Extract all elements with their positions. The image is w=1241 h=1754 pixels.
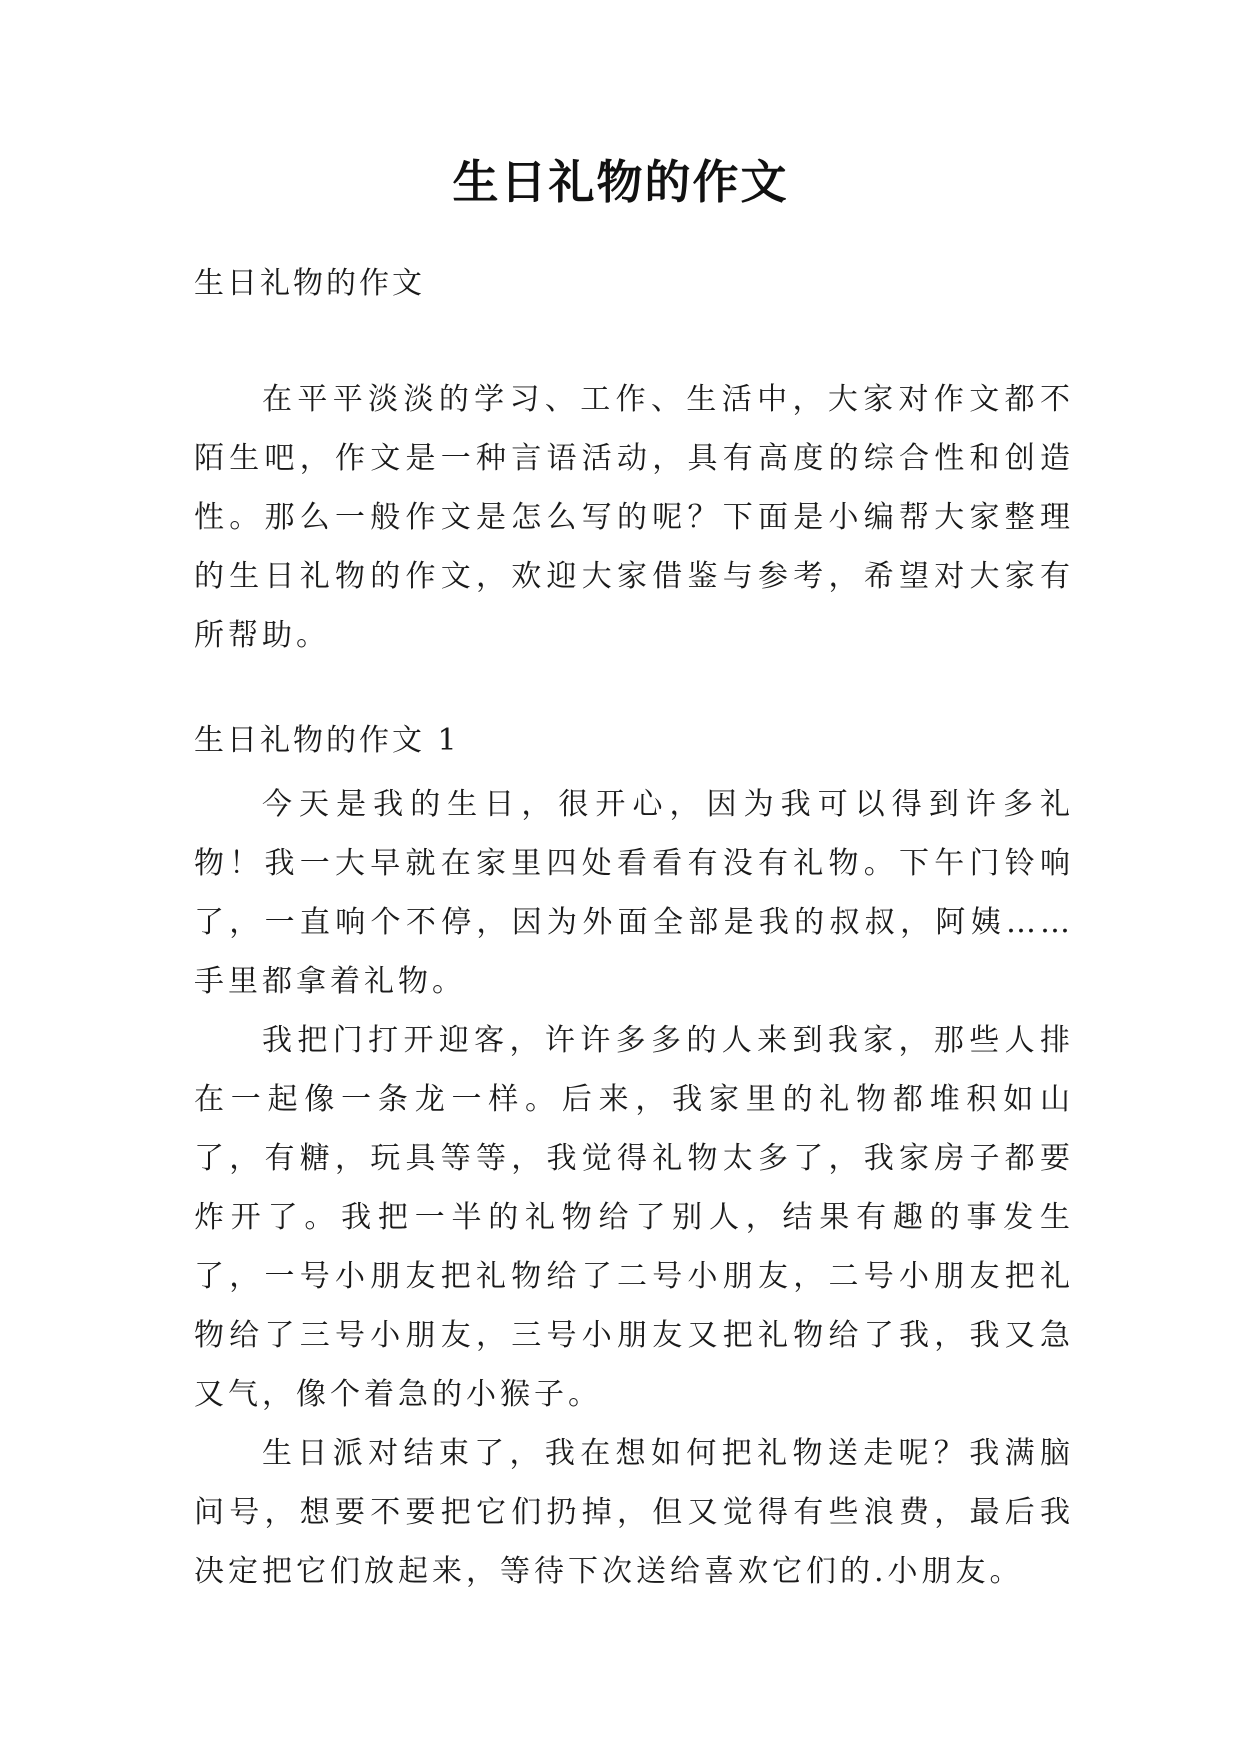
page-title: 生日礼物的作文 (452, 155, 789, 209)
section-heading: 生日礼物的作文 1 (194, 723, 460, 758)
body-paragraph: 今天是我的生日，很开心，因为我可以得到许多礼物！我一大早就在家里四处看看有没有礼物。下午门铃响了，一直响个不停，因为外面全部是我的叔叔，阿姨……手里都拿着礼物。 (194, 787, 1074, 999)
document-body (194, 256, 1074, 1601)
body-paragraph: 生日派对结束了，我在想如何把礼物送走呢？我满脑问号，想要不要把它们扔掉，但又觉得有些浪费，最后我决定把它们放起来，等待下次送给喜欢它们的.小朋友。 (194, 1436, 1074, 1589)
document-subtitle: 生日礼物的作文 (194, 266, 425, 301)
intro-paragraph: 在平平淡淡的学习、工作、生活中，大家对作文都不陌生吧，作文是一种言语活动，具有高度的综合性和创造性。那么一般作文是怎么写的呢？下面是小编帮大家整理的生日礼物的作文，欢迎大家借鉴与参考，希望对大家有所帮助。 (194, 382, 1074, 653)
body-paragraph: 我把门打开迎客，许许多多的人来到我家，那些人排在一起像一条龙一样。后来，我家里的礼物都堆积如山了，有糖，玩具等等，我觉得礼物太多了，我家房子都要炸开了。我把一半的礼物给了别人，结果有趣的事发生了，一号小朋友把礼物给了二号小朋友，二号小朋友把礼物给了三号小朋友，三号小朋友又把礼物给了我，我又急又气，像个着急的小猴子。 (194, 1023, 1074, 1412)
